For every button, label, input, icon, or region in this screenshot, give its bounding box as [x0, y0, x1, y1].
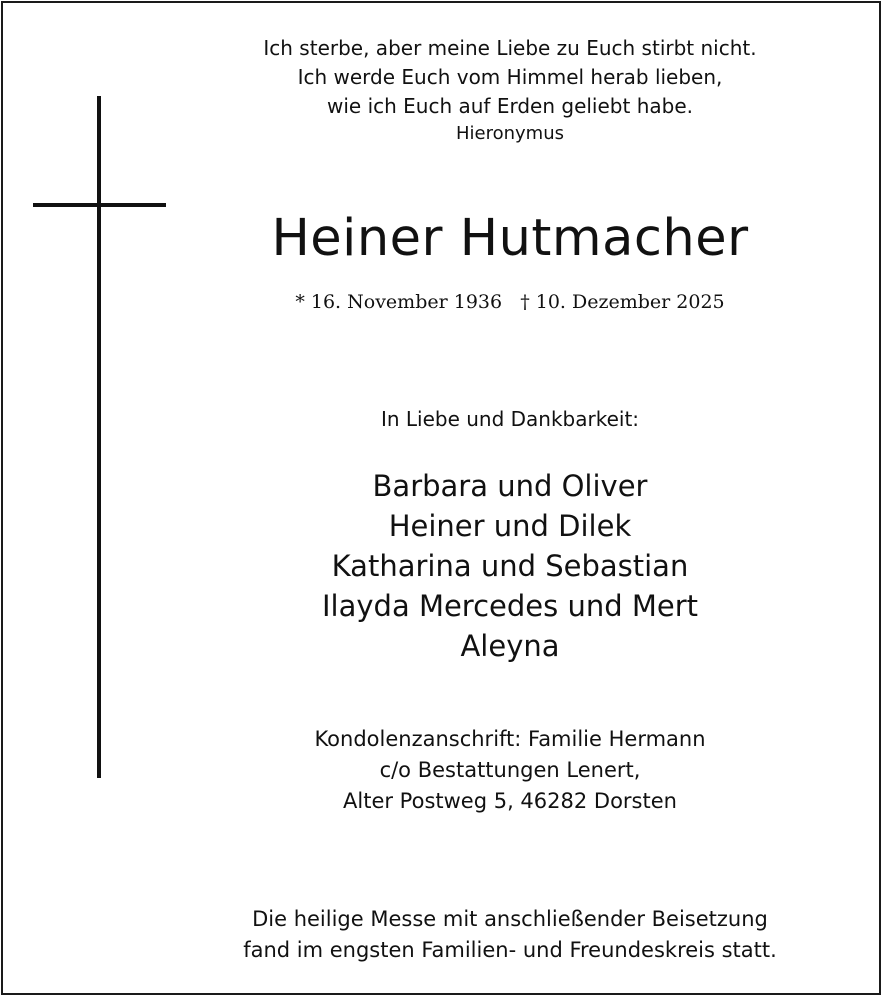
cross-vertical-beam [97, 96, 101, 778]
address-line: Alter Postweg 5, 46282 Dorsten [343, 789, 677, 813]
mourners-intro: In Liebe und Dankbarkeit: [380, 407, 640, 431]
mourner-name: Ilayda Mercedes und Mert [322, 589, 698, 623]
quote-line: Ich sterbe, aber meine Liebe zu Euch stirbt nicht. [263, 36, 757, 60]
quote-block [160, 34, 860, 147]
life-dates [160, 287, 860, 317]
quote-author: Hieronymus [455, 123, 564, 144]
mourner-name: Heiner und Dilek [388, 509, 632, 543]
closing-line: fand im engsten Familien- und Freundeskreis statt. [243, 938, 777, 962]
closing-line: Die heilige Messe mit anschließender Beisetzung [252, 907, 768, 931]
closing-note [160, 904, 860, 966]
mourner-name: Aleyna [460, 629, 560, 663]
address-line: c/o Bestattungen Lenert, [379, 758, 641, 782]
mourners-list [160, 466, 860, 666]
mourner-name: Barbara und Oliver [372, 469, 648, 503]
quote-line: wie ich Euch auf Erden geliebt habe. [327, 94, 693, 118]
deceased-name: Heiner Hutmacher [271, 209, 749, 268]
mourner-name: Katharina und Sebastian [331, 549, 689, 583]
birth-date: * 16. November 1936 [295, 291, 503, 313]
quote-line: Ich werde Euch vom Himmel herab lieben, [297, 65, 723, 89]
death-date: † 10. Dezember 2025 [520, 291, 725, 313]
address-line: Kondolenzanschrift: Familie Hermann [314, 727, 706, 751]
cross-horizontal-beam [33, 203, 166, 207]
condolence-address [160, 724, 860, 817]
